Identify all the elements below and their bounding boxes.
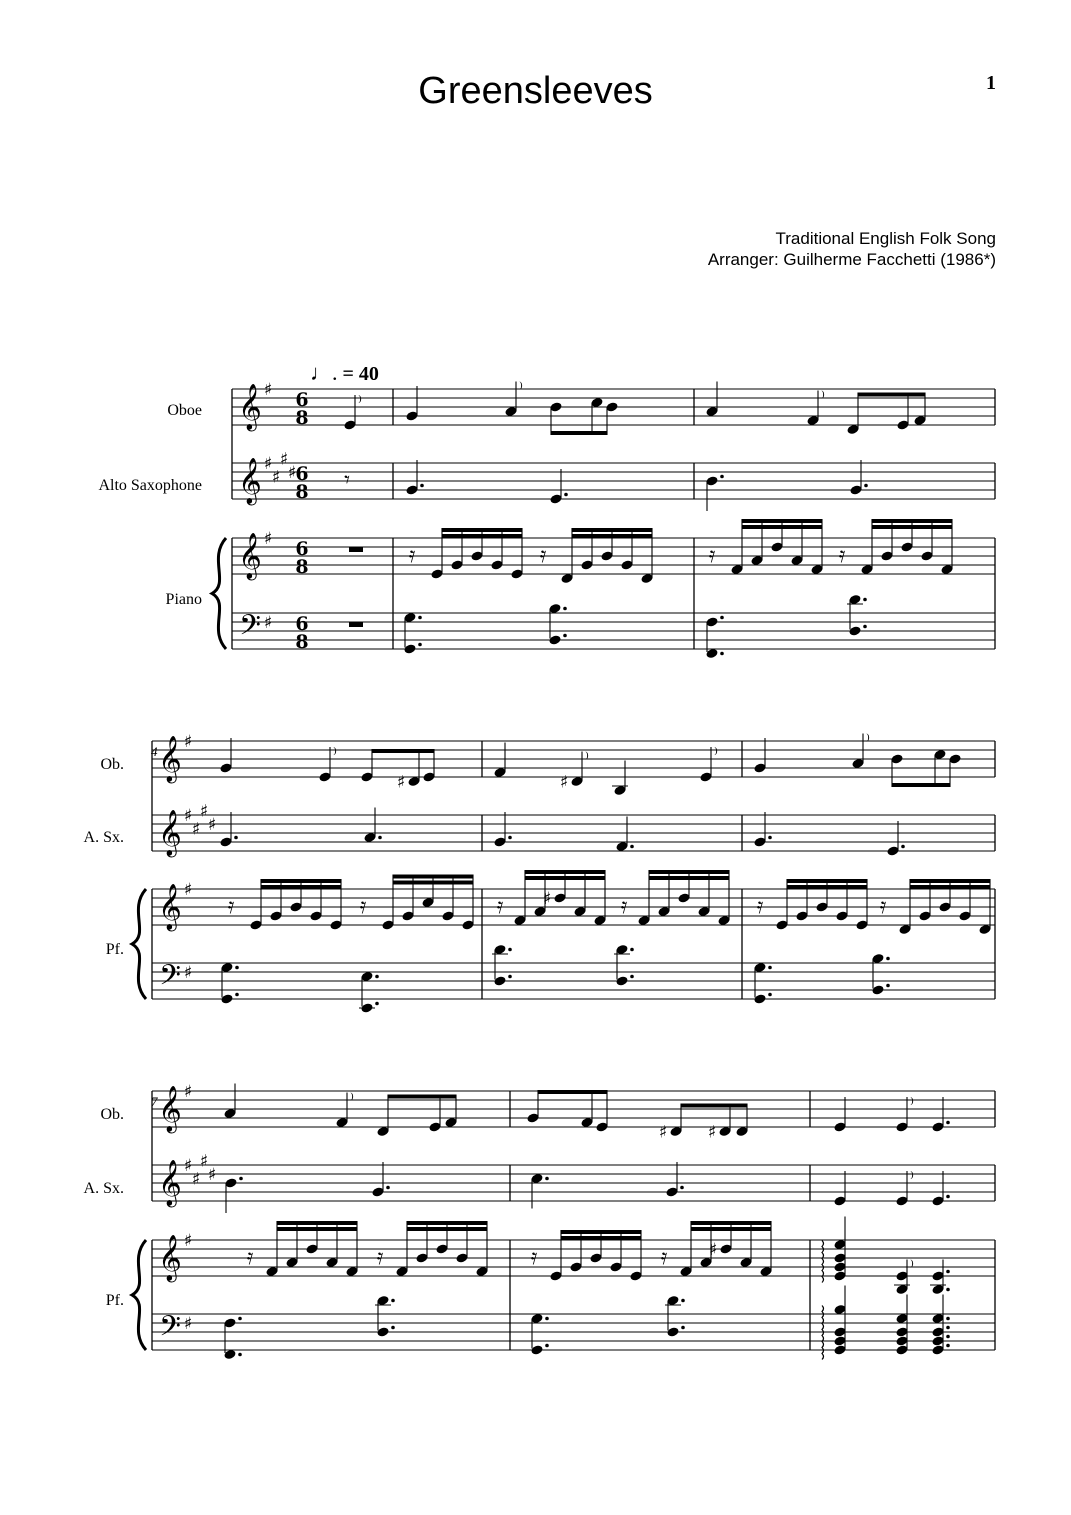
beam <box>691 1227 771 1231</box>
eighth-flag-icon: ⁾ <box>358 392 362 411</box>
beam <box>261 885 341 889</box>
augmentation-dot <box>946 1195 950 1199</box>
beam <box>442 534 522 538</box>
sharp-icon: ♯ <box>183 963 193 983</box>
beam <box>691 1221 771 1225</box>
sixteenth-rest-icon: 𝄿 <box>838 543 846 568</box>
sharp-icon: ♯ <box>559 772 569 793</box>
measure-number: 4 <box>151 744 158 759</box>
whole-rest-icon <box>349 622 363 627</box>
beam <box>572 534 652 538</box>
eighth-rest-icon: 𝄾 <box>344 468 350 493</box>
sixteenth-rest-icon: 𝄿 <box>539 543 547 568</box>
time-sig-denominator: 8 <box>295 481 309 503</box>
eighth-flag-icon: ⁾ <box>910 1256 914 1276</box>
instrument-name-oboe-short: Ob. <box>100 1106 124 1123</box>
measure-number: 7 <box>151 1094 158 1109</box>
beam <box>681 1104 747 1108</box>
beam <box>261 879 341 883</box>
augmentation-dot <box>508 948 512 952</box>
treble-clef-icon: 𝄞 <box>158 810 182 856</box>
sharp-icon: ♯ <box>183 1082 193 1102</box>
instrument-name-oboe: Oboe <box>167 402 202 419</box>
augmentation-dot <box>508 975 512 979</box>
sixteenth-rest-icon: 𝄿 <box>756 894 764 919</box>
beam <box>525 876 605 880</box>
page-number: 1 <box>986 72 996 94</box>
augmentation-dot <box>886 957 890 961</box>
sixteenth-rest-icon: 𝄿 <box>620 894 628 919</box>
sharp-icon: ♯ <box>287 463 297 483</box>
bass-clef-icon: 𝄢 <box>239 609 261 649</box>
whole-rest-icon <box>349 547 363 552</box>
augmentation-dot <box>946 1326 950 1330</box>
augmentation-dot <box>238 1317 242 1321</box>
augmentation-dot <box>946 1317 950 1321</box>
augmentation-dot <box>563 634 567 638</box>
beam <box>538 1090 607 1094</box>
sixteenth-rest-icon: 𝄿 <box>530 1245 538 1270</box>
augmentation-dot <box>680 1186 684 1190</box>
bass-clef-icon: 𝄢 <box>159 959 181 999</box>
beam <box>393 881 473 885</box>
augmentation-dot <box>768 836 772 840</box>
treble-clef-icon: 𝄞 <box>158 884 182 930</box>
beam <box>787 879 867 883</box>
eighth-flag-icon: ⁾ <box>519 378 523 398</box>
sharp-icon: ♯ <box>707 1122 717 1143</box>
sharp-icon: ♯ <box>183 1314 193 1334</box>
augmentation-dot <box>863 625 867 629</box>
sixteenth-rest-icon: 𝄿 <box>708 543 716 568</box>
sixteenth-rest-icon: 𝄿 <box>227 894 235 919</box>
augmentation-dot <box>234 836 238 840</box>
sharp-icon: ♯ <box>271 467 281 488</box>
sharp-icon: ♯ <box>183 806 193 826</box>
treble-clef-icon: 𝄞 <box>238 458 262 504</box>
eighth-flag-icon: ⁾ <box>866 730 870 750</box>
beam <box>561 1230 641 1234</box>
instrument-name-alto-sax-short: A. Sx. <box>83 829 124 846</box>
sharp-icon: ♯ <box>183 880 193 900</box>
instrument-name-alto-sax-short: A. Sx. <box>83 1180 124 1197</box>
sharp-icon: ♯ <box>263 529 273 549</box>
sixteenth-rest-icon: 𝄿 <box>359 894 367 919</box>
augmentation-dot <box>235 993 239 997</box>
beam <box>892 783 950 787</box>
beam <box>372 749 434 753</box>
augmentation-dot <box>630 845 634 849</box>
augmentation-dot <box>630 975 634 979</box>
sharp-icon: ♯ <box>263 454 273 474</box>
sixteenth-rest-icon: 𝄿 <box>660 1245 668 1270</box>
augmentation-dot <box>239 1177 243 1181</box>
beam <box>572 528 652 532</box>
dotted-quarter-note-icon: ♩. <box>310 360 338 385</box>
beam <box>910 885 990 889</box>
treble-clef-icon: 𝄞 <box>238 384 262 430</box>
sixteenth-rest-icon: 𝄿 <box>408 543 416 568</box>
augmentation-dot <box>545 1317 549 1321</box>
beam <box>872 525 952 529</box>
sharp-icon: ♯ <box>263 380 273 400</box>
beam <box>393 875 473 879</box>
bass-clef-icon: 𝄢 <box>159 1310 181 1350</box>
time-sig-numerator: 6 <box>295 538 309 560</box>
time-sig-numerator: 6 <box>295 613 309 635</box>
beam <box>277 1221 357 1225</box>
augmentation-dot <box>946 1121 950 1125</box>
sharp-icon: ♯ <box>542 889 552 909</box>
beam <box>649 876 729 880</box>
augmentation-dot <box>418 643 422 647</box>
instrument-name-alto-sax: Alto Saxophone <box>98 477 202 494</box>
tempo-value: = 40 <box>342 363 379 385</box>
sharp-icon: ♯ <box>199 1151 209 1172</box>
augmentation-dot <box>681 1326 685 1330</box>
treble-clef-icon: 𝄞 <box>158 1160 182 1206</box>
sixteenth-rest-icon: 𝄿 <box>879 894 887 919</box>
augmentation-dot <box>768 966 772 970</box>
instrument-name-piano: Piano <box>165 591 202 608</box>
sixteenth-rest-icon: 𝄿 <box>496 894 504 919</box>
beam <box>561 1236 641 1240</box>
augmentation-dot <box>418 616 422 620</box>
augmentation-dot <box>720 652 724 656</box>
eighth-flag-icon: ⁾ <box>910 1168 914 1187</box>
arranger-credit: Arranger: Guilherme Facchetti (1986*) <box>707 250 996 269</box>
sharp-icon: ♯ <box>279 449 289 470</box>
time-sig-numerator: 6 <box>295 463 309 485</box>
eighth-flag-icon: ⁾ <box>910 1094 914 1113</box>
augmentation-dot <box>391 1326 395 1330</box>
eighth-flag-icon: ⁾ <box>714 744 718 763</box>
augmentation-dot <box>864 484 868 488</box>
sharp-icon: ♯ <box>183 1231 193 1251</box>
beam <box>872 519 952 523</box>
sixteenth-rest-icon: 𝄿 <box>246 1245 254 1270</box>
augmentation-dot <box>863 598 867 602</box>
augmentation-dot <box>391 1299 395 1303</box>
time-sig-denominator: 8 <box>295 556 309 578</box>
augmentation-dot <box>768 993 772 997</box>
sharp-icon: ♯ <box>191 819 201 840</box>
sharp-icon: ♯ <box>191 1169 201 1190</box>
augmentation-dot <box>375 1002 379 1006</box>
augmentation-dot <box>545 1177 549 1181</box>
beam <box>525 870 605 874</box>
piano-brace <box>132 889 146 999</box>
treble-clef-icon: 𝄞 <box>158 736 182 782</box>
augmentation-dot <box>420 484 424 488</box>
augmentation-dot <box>378 836 382 840</box>
instrument-name-oboe-short: Ob. <box>100 756 124 773</box>
beam <box>787 885 867 889</box>
sharp-icon: ♯ <box>207 1165 217 1185</box>
augmentation-dot <box>238 1353 242 1357</box>
augmentation-dot <box>375 975 379 979</box>
eighth-flag-icon: ⁾ <box>350 1089 354 1109</box>
instrument-name-piano-short: Pf. <box>105 941 124 958</box>
sharp-icon: ♯ <box>263 613 273 633</box>
beam <box>742 519 822 523</box>
augmentation-dot <box>681 1299 685 1303</box>
eighth-flag-icon: ⁾ <box>585 748 589 768</box>
augmentation-dot <box>630 948 634 952</box>
piano-brace <box>132 1240 146 1350</box>
piano-brace <box>212 538 226 649</box>
beam <box>388 1095 456 1099</box>
beam <box>649 870 729 874</box>
augmentation-dot <box>946 1344 950 1348</box>
augmentation-dot <box>508 836 512 840</box>
time-sig-denominator: 8 <box>295 631 309 653</box>
time-sig-denominator: 8 <box>295 407 309 429</box>
sharp-icon: ♯ <box>183 1156 193 1176</box>
augmentation-dot <box>946 1335 950 1339</box>
eighth-flag-icon: ⁾ <box>821 387 825 407</box>
sharp-icon: ♯ <box>708 1240 718 1260</box>
time-sig-numerator: 6 <box>295 389 309 411</box>
augmentation-dot <box>386 1186 390 1190</box>
augmentation-dot <box>901 845 905 849</box>
sharp-icon: ♯ <box>207 815 217 835</box>
augmentation-dot <box>545 1344 549 1348</box>
beam <box>858 393 925 397</box>
augmentation-dot <box>720 616 724 620</box>
augmentation-dot <box>564 493 568 497</box>
augmentation-dot <box>563 607 567 611</box>
beam <box>551 431 607 435</box>
augmentation-dot <box>946 1270 950 1274</box>
beam <box>442 528 522 532</box>
composer-credit: Traditional English Folk Song <box>775 229 996 248</box>
augmentation-dot <box>946 1288 950 1292</box>
treble-clef-icon: 𝄞 <box>238 533 262 579</box>
augmentation-dot <box>886 984 890 988</box>
augmentation-dot <box>235 966 239 970</box>
beam <box>742 525 822 529</box>
sharp-icon: ♯ <box>658 1122 668 1143</box>
beam <box>407 1227 487 1231</box>
sharp-icon: ♯ <box>183 732 193 752</box>
sixteenth-rest-icon: 𝄿 <box>376 1245 384 1270</box>
treble-clef-icon: 𝄞 <box>158 1086 182 1132</box>
beam <box>407 1221 487 1225</box>
sharp-icon: ♯ <box>199 801 209 822</box>
augmentation-dot <box>720 475 724 479</box>
beam <box>910 879 990 883</box>
score-title: Greensleeves <box>418 70 653 112</box>
beam <box>277 1227 357 1231</box>
instrument-name-piano-short: Pf. <box>105 1292 124 1309</box>
eighth-flag-icon: ⁾ <box>333 744 337 763</box>
sharp-icon: ♯ <box>396 772 406 793</box>
treble-clef-icon: 𝄞 <box>158 1235 182 1281</box>
